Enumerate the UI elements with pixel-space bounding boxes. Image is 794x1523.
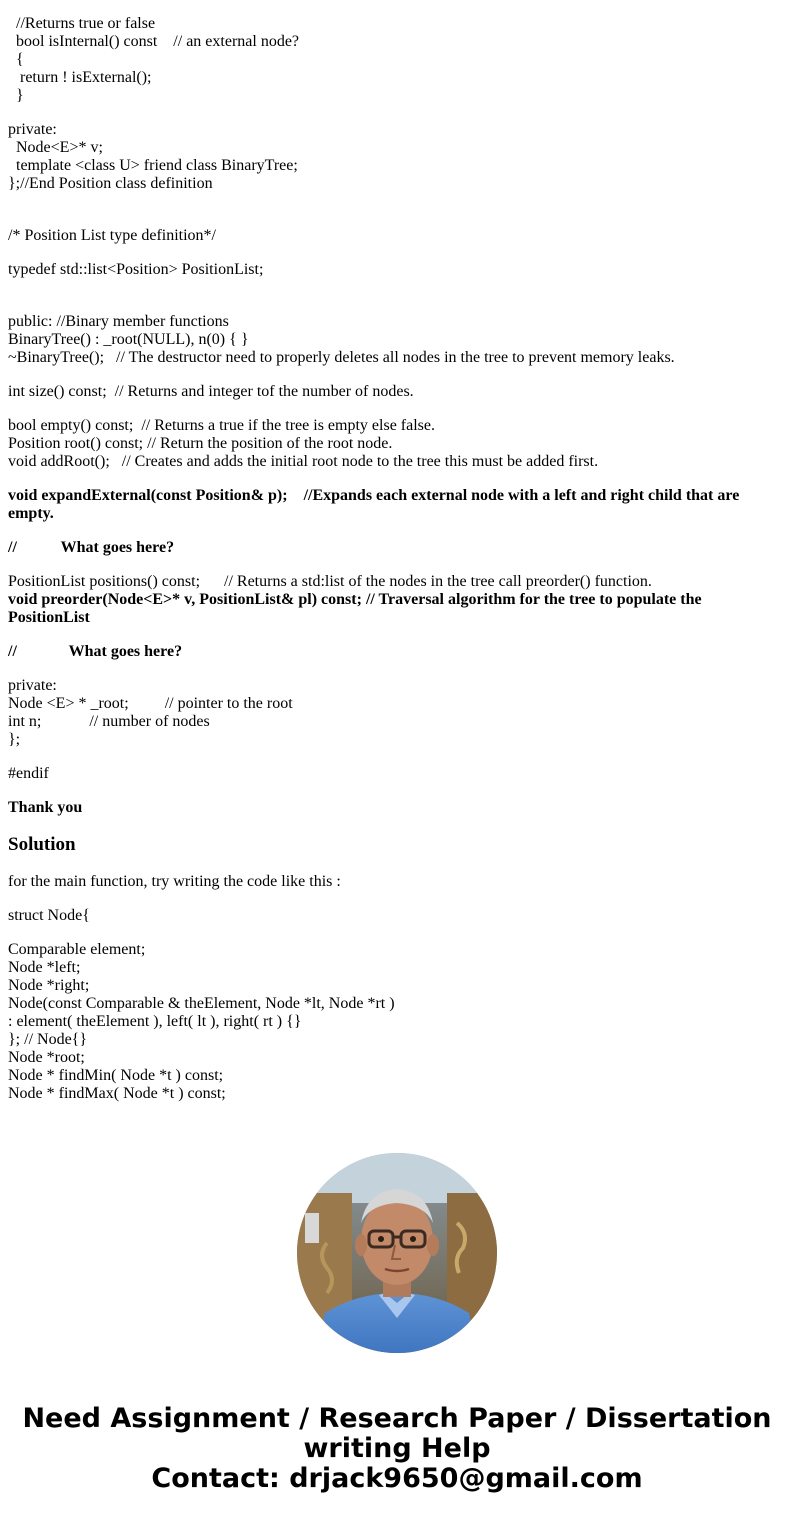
code-line: Position root() const; // Return the position of the root node. xyxy=(8,435,393,452)
code-line-bold: void expandExternal(const Position& p); //Expands each external node with a left and right child that are empty. xyxy=(8,487,744,522)
code-line: { xyxy=(8,51,24,68)
solution-intro: for the main function, try writing the code like this : xyxy=(8,873,341,890)
code-line: BinaryTree() : _root(NULL), n(0) { } xyxy=(8,331,249,348)
banner-line-1: Need Assignment / Research Paper / Dissertation xyxy=(22,1403,772,1434)
code-line: int size() const; // Returns and integer tof the number of nodes. xyxy=(8,383,414,400)
code-line: int n; // number of nodes xyxy=(8,713,210,730)
code-line: } xyxy=(8,87,24,104)
solution-heading: Solution xyxy=(8,834,76,855)
banner-line-2: writing Help xyxy=(303,1433,491,1464)
author-photo xyxy=(297,1153,497,1353)
code-line: typedef std::list<Position> PositionList; xyxy=(8,261,264,278)
code-line: Node *left; xyxy=(8,959,81,976)
promo-banner xyxy=(0,1404,794,1494)
code-comment-bold: // What goes here? xyxy=(8,539,175,556)
code-line: Node * findMin( Node *t ) const; xyxy=(8,1067,224,1084)
code-line-bold: void preorder(Node<E>* v, PositionList& pl) const; // Traversal algorithm for the tree to populate the PositionList xyxy=(8,591,706,626)
code-line: Node<E>* v; xyxy=(8,139,103,156)
code-line: Node * findMax( Node *t ) const; xyxy=(8,1085,226,1102)
code-line: Node *right; xyxy=(8,977,90,994)
code-line: private: xyxy=(8,677,57,694)
code-line: private: xyxy=(8,121,57,138)
code-line: //Returns true or false xyxy=(8,15,156,32)
code-line: Node *root; xyxy=(8,1049,85,1066)
code-line: template <class U> friend class BinaryTree; xyxy=(8,157,298,174)
banner-contact: Contact: drjack9650@gmail.com xyxy=(151,1463,643,1494)
thank-you-text: Thank you xyxy=(8,799,83,816)
code-line: #endif xyxy=(8,765,49,782)
code-line: Node(const Comparable & theElement, Node *lt, Node *rt ) xyxy=(8,995,395,1012)
code-line: bool empty() const; // Returns a true if the tree is empty else false. xyxy=(8,417,435,434)
code-line: : element( theElement ), left( lt ), right( rt ) {} xyxy=(8,1013,302,1030)
code-comment: /* Position List type definition*/ xyxy=(8,227,216,244)
code-line: struct Node{ xyxy=(8,907,90,924)
code-line: PositionList positions() const; // Returns a std:list of the nodes in the tree call preorder() function. xyxy=(8,573,652,590)
code-line: Node <E> * _root; // pointer to the root xyxy=(8,695,293,712)
code-line: void addRoot(); // Creates and adds the initial root node to the tree this must be added first. xyxy=(8,453,599,470)
code-line: return ! isExternal(); xyxy=(8,69,152,86)
page-content xyxy=(8,15,786,1103)
code-line: }; // Node{} xyxy=(8,1031,88,1048)
code-line: bool isInternal() const // an external node? xyxy=(8,33,300,50)
code-line: };//End Position class definition xyxy=(8,175,213,192)
code-line: public: //Binary member functions xyxy=(8,313,229,330)
code-comment-bold: // What goes here? xyxy=(8,643,183,660)
code-line: ~BinaryTree(); // The destructor need to properly deletes all nodes in the tree to prevent memory leaks. xyxy=(8,349,675,366)
code-line: Comparable element; xyxy=(8,941,146,958)
portrait-image xyxy=(297,1153,497,1353)
code-line: }; xyxy=(8,731,21,748)
